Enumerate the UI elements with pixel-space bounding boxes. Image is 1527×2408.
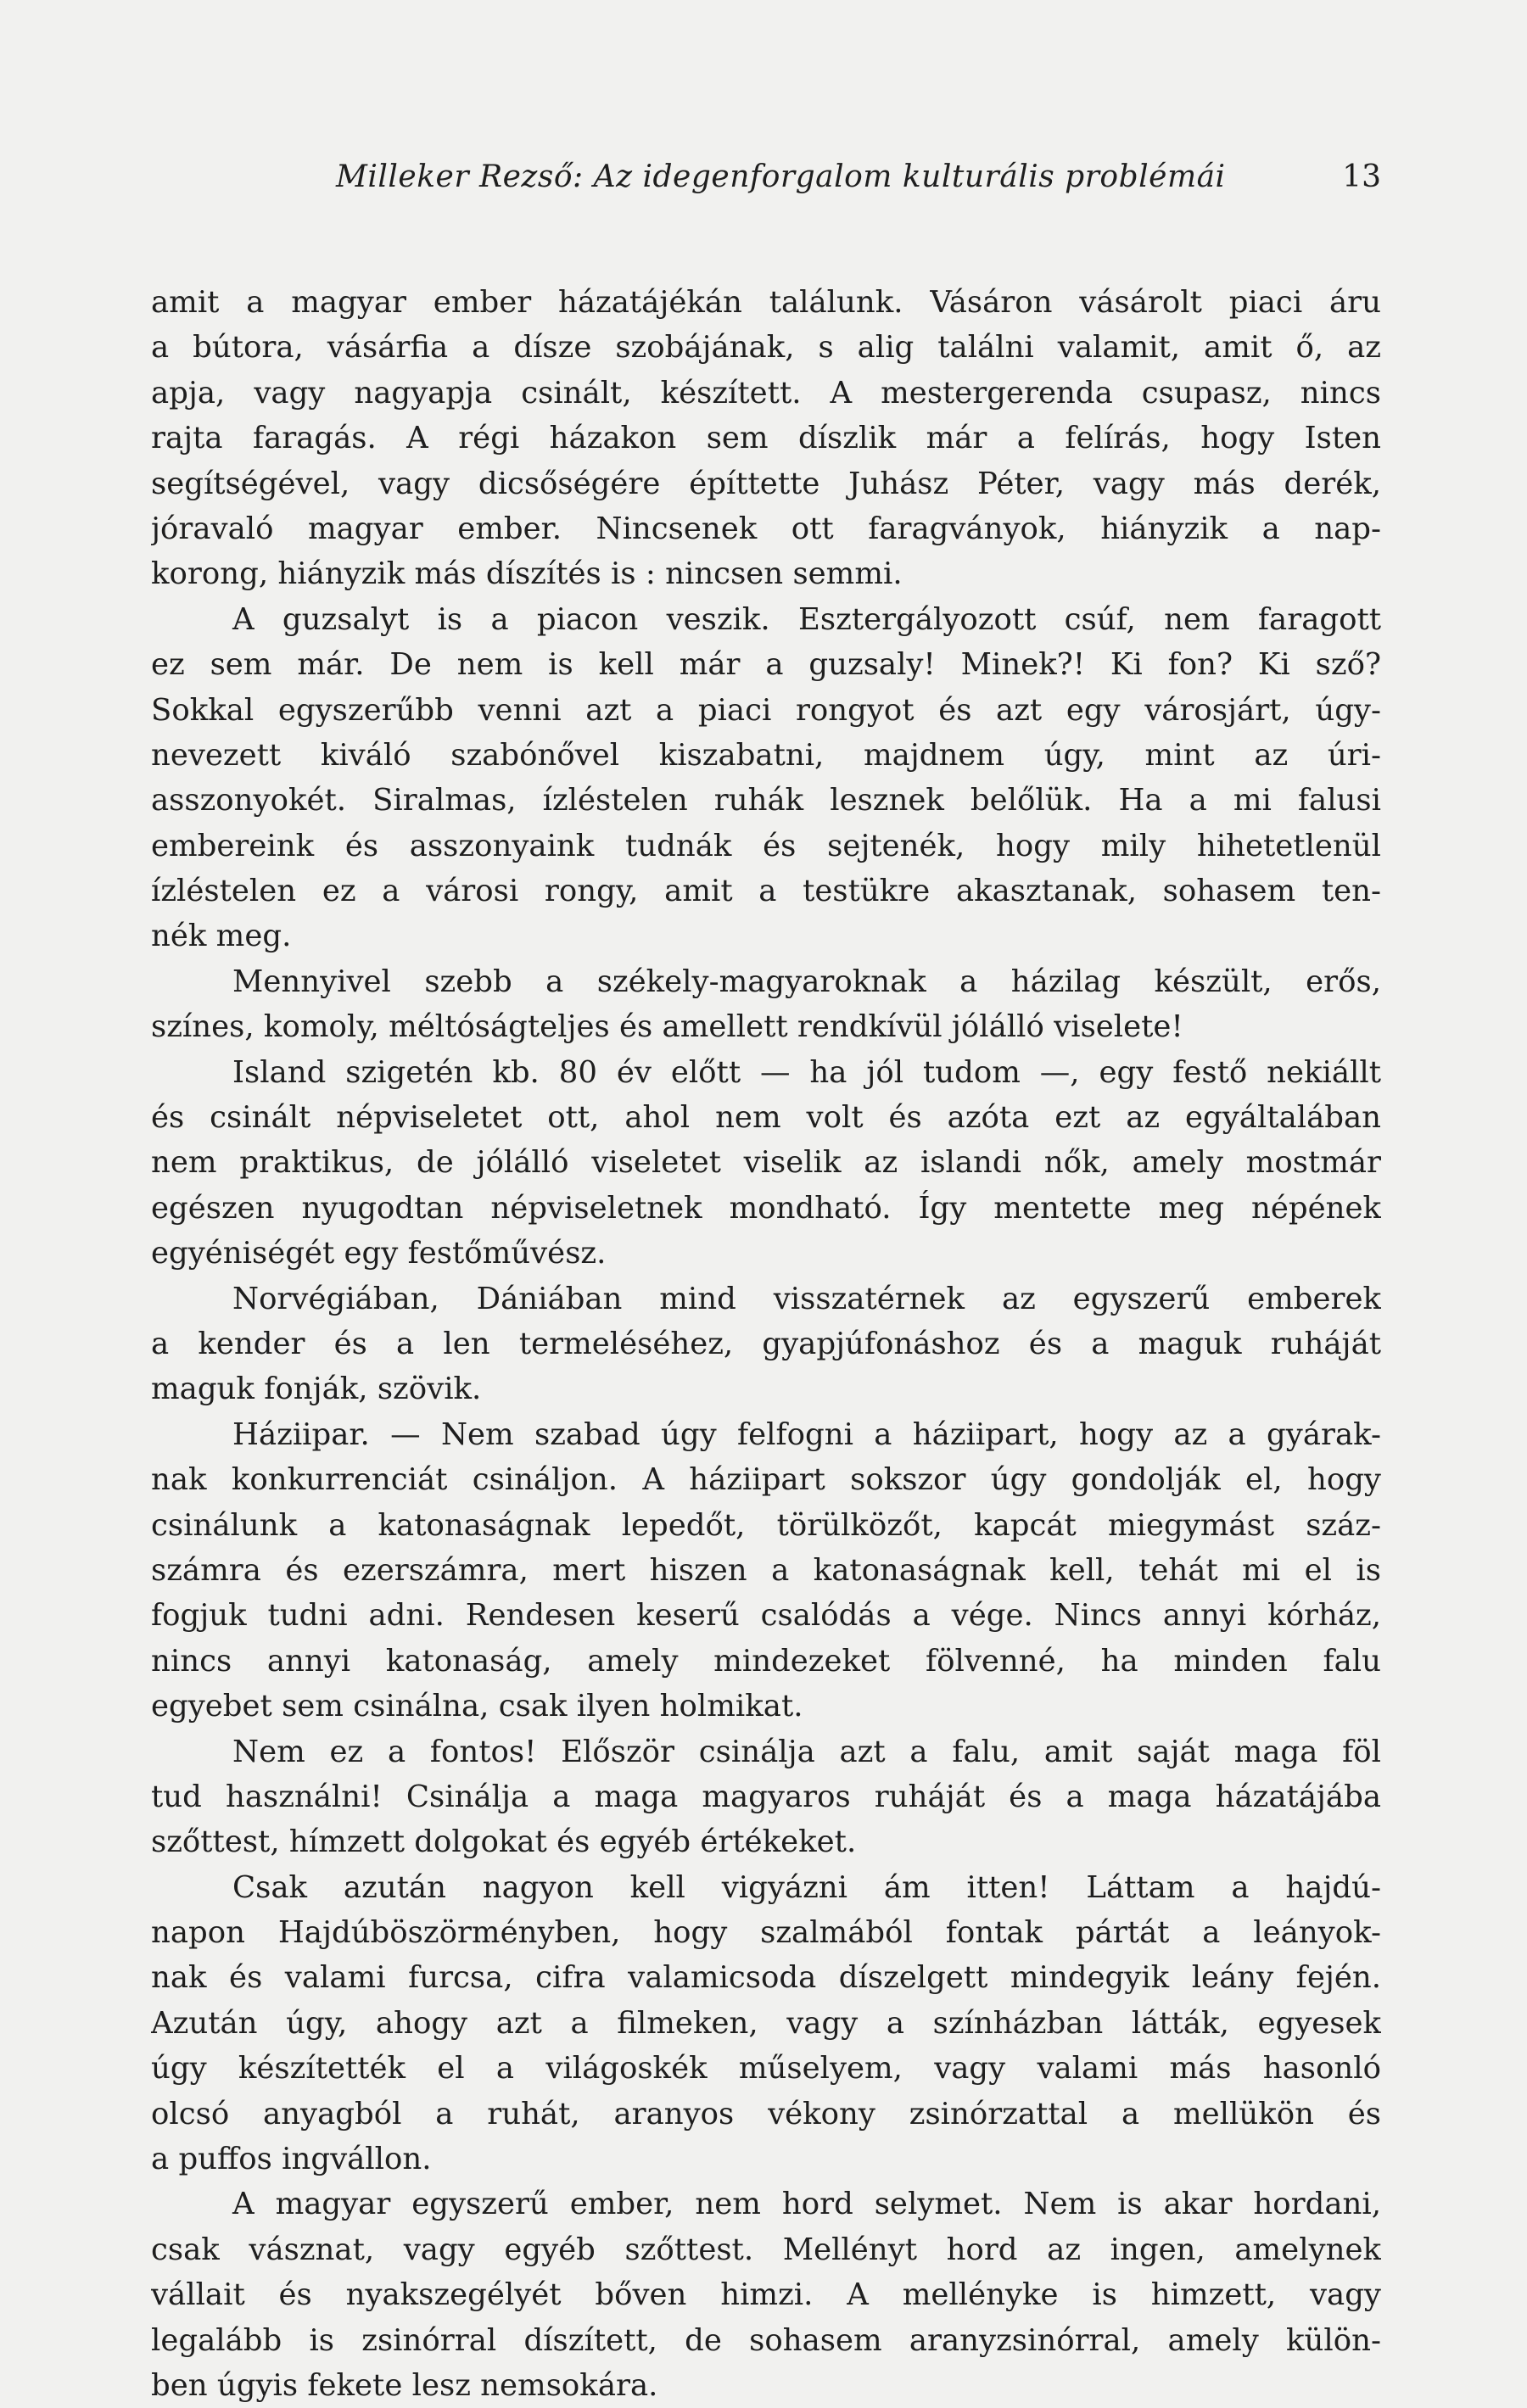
text-line: Nem ez a fontos! Először csinálja azt a falu, amit saját maga föl	[232, 1734, 1381, 1769]
text-line: embereink és asszonyaink tudnák és sejtenék, hogy mily hihetetlenül	[151, 828, 1381, 863]
text-line: szőttest, hímzett dolgokat és egyéb értékeket.	[151, 1824, 857, 1860]
text-line: segítségével, vagy dicsőségére építtette Juhász Péter, vagy más derék,	[151, 466, 1381, 501]
text-line: a bútora, vásárfia a dísze szobájának, s alig találni valamit, amit ő, az	[151, 330, 1381, 366]
text-line: nincs annyi katonaság, amely mindezeket fölvenné, ha minden falu	[151, 1643, 1381, 1679]
paragraph	[151, 1412, 1381, 1729]
paragraph	[151, 597, 1381, 959]
text-line: nem praktikus, de jólálló viseletet viselik az islandi nők, amely mostmár	[151, 1145, 1381, 1181]
paragraph	[151, 959, 1381, 1050]
text-line: ben úgyis fekete lesz nemsokára.	[151, 2367, 658, 2403]
text-line: Island szigetén kb. 80 év előtt — ha jól tudom —, egy festő nekiállt	[232, 1054, 1381, 1090]
text-line: jóravaló magyar ember. Nincsenek ott faragványok, hiányzik a nap-	[151, 511, 1381, 546]
text-line: egyéniségét egy festőművész.	[151, 1236, 607, 1271]
text-line: A magyar egyszerű ember, nem hord selymet. Nem is akar hordani,	[232, 2187, 1381, 2222]
text-line: nék meg.	[151, 919, 292, 954]
text-line: vállait és nyakszegélyét bőven himzi. A mellényke is himzett, vagy	[151, 2277, 1381, 2313]
text-line: ez sem már. De nem is kell már a guzsaly! Minek?! Ki fon? Ki sző?	[151, 647, 1381, 683]
text-line: Háziipar. — Nem szabad úgy felfogni a háziipart, hogy az a gyárak-	[232, 1416, 1381, 1452]
text-line: Csak azután nagyon kell vigyázni ám itten! Láttam a hajdú-	[232, 1869, 1381, 1905]
text-line: és csinált népviseletet ott, ahol nem volt és azóta ezt az egyáltalában	[151, 1100, 1381, 1136]
text-line: úgy készítették el a világoskék műselyem, vagy valami más hasonló	[151, 2051, 1381, 2087]
paragraph	[151, 1729, 1381, 1865]
text-line: egyebet sem csinálna, csak ilyen holmikat.	[151, 1689, 803, 1724]
body-text	[151, 280, 1381, 2408]
text-line: nevezett kiváló szabónővel kiszabatni, majdnem úgy, mint az úri-	[151, 737, 1381, 773]
text-line: nak konkurrenciát csináljon. A háziipart sokszor úgy gondolják el, hogy	[151, 1462, 1381, 1498]
text-line: korong, hiányzik más díszítés is : nincsen semmi.	[151, 556, 903, 592]
text-line: ízléstelen ez a városi rongy, amit a testükre akasztanak, sohasem ten-	[151, 874, 1381, 909]
text-line: Azután úgy, ahogy azt a filmeken, vagy a színházban látták, egyesek	[151, 2005, 1381, 2041]
text-line: legalább is zsinórral díszített, de sohasem aranyzsinórral, amely külön-	[151, 2322, 1381, 2358]
text-line: apja, vagy nagyapja csinált, készített. A mestergerenda csupasz, nincs	[151, 375, 1381, 411]
text-line: színes, komoly, méltóságteljes és amellett rendkívül jólálló viselete!	[151, 1009, 1183, 1045]
text-line: tud használni! Csinálja a maga magyaros ruháját és a maga házatájába	[151, 1779, 1381, 1814]
text-line: napon Hajdúböszörményben, hogy szalmából fontak pártát a leányok-	[151, 1915, 1381, 1951]
text-line: asszonyokét. Siralmas, ízléstelen ruhák lesznek belőlük. Ha a mi falusi	[151, 783, 1381, 818]
paragraph	[151, 1050, 1381, 1277]
text-line: fogjuk tudni adni. Rendesen keserű csalódás a vége. Nincs annyi kórház,	[151, 1598, 1381, 1634]
page-number: 13	[1342, 159, 1381, 194]
text-line: maguk fonják, szövik.	[151, 1372, 482, 1407]
text-line: csak vásznat, vagy egyéb szőttest. Mellényt hord az ingen, amelynek	[151, 2232, 1381, 2267]
paragraph	[151, 1277, 1381, 1412]
paragraph	[151, 1865, 1381, 2182]
text-line: a kender és a len termeléséhez, gyapjúfonáshoz és a maguk ruháját	[151, 1326, 1381, 1361]
text-line: számra és ezerszámra, mert hiszen a katonaságnak kell, tehát mi el is	[151, 1552, 1381, 1588]
text-line: Sokkal egyszerűbb venni azt a piaci rongyot és azt egy városjárt, úgy-	[151, 692, 1381, 728]
running-title: Milleker Rezső: Az idegenforgalom kulturális problémái	[336, 159, 1226, 194]
text-line: Mennyivel szebb a székely-magyaroknak a házilag készült, erős,	[232, 964, 1381, 999]
text-line: olcsó anyagból a ruhát, aranyos vékony zsinórzattal a mellükön és	[151, 2096, 1381, 2131]
paragraph	[151, 2182, 1381, 2408]
paragraph	[151, 280, 1381, 597]
text-line: egészen nyugodtan népviseletnek mondható. Így mentette meg népének	[151, 1190, 1381, 1226]
text-line: nak és valami furcsa, cifra valamicsoda díszelgett mindegyik leány fején.	[151, 1960, 1381, 1996]
text-line: Norvégiában, Dániában mind visszatérnek az egyszerű emberek	[232, 1281, 1381, 1316]
text-line: csinálunk a katonaságnak lepedőt, törülközőt, kapcát miegymást száz-	[151, 1507, 1381, 1543]
text-line: a puffos ingvállon.	[151, 2142, 432, 2177]
text-line: A guzsalyt is a piacon veszik. Esztergályozott csúf, nem faragott	[232, 601, 1381, 637]
text-line: rajta faragás. A régi házakon sem díszlik már a felírás, hogy Isten	[151, 421, 1381, 456]
running-head	[151, 159, 1381, 210]
text-line: amit a magyar ember házatájékán találunk. Vásáron vásárolt piaci áru	[151, 285, 1381, 320]
